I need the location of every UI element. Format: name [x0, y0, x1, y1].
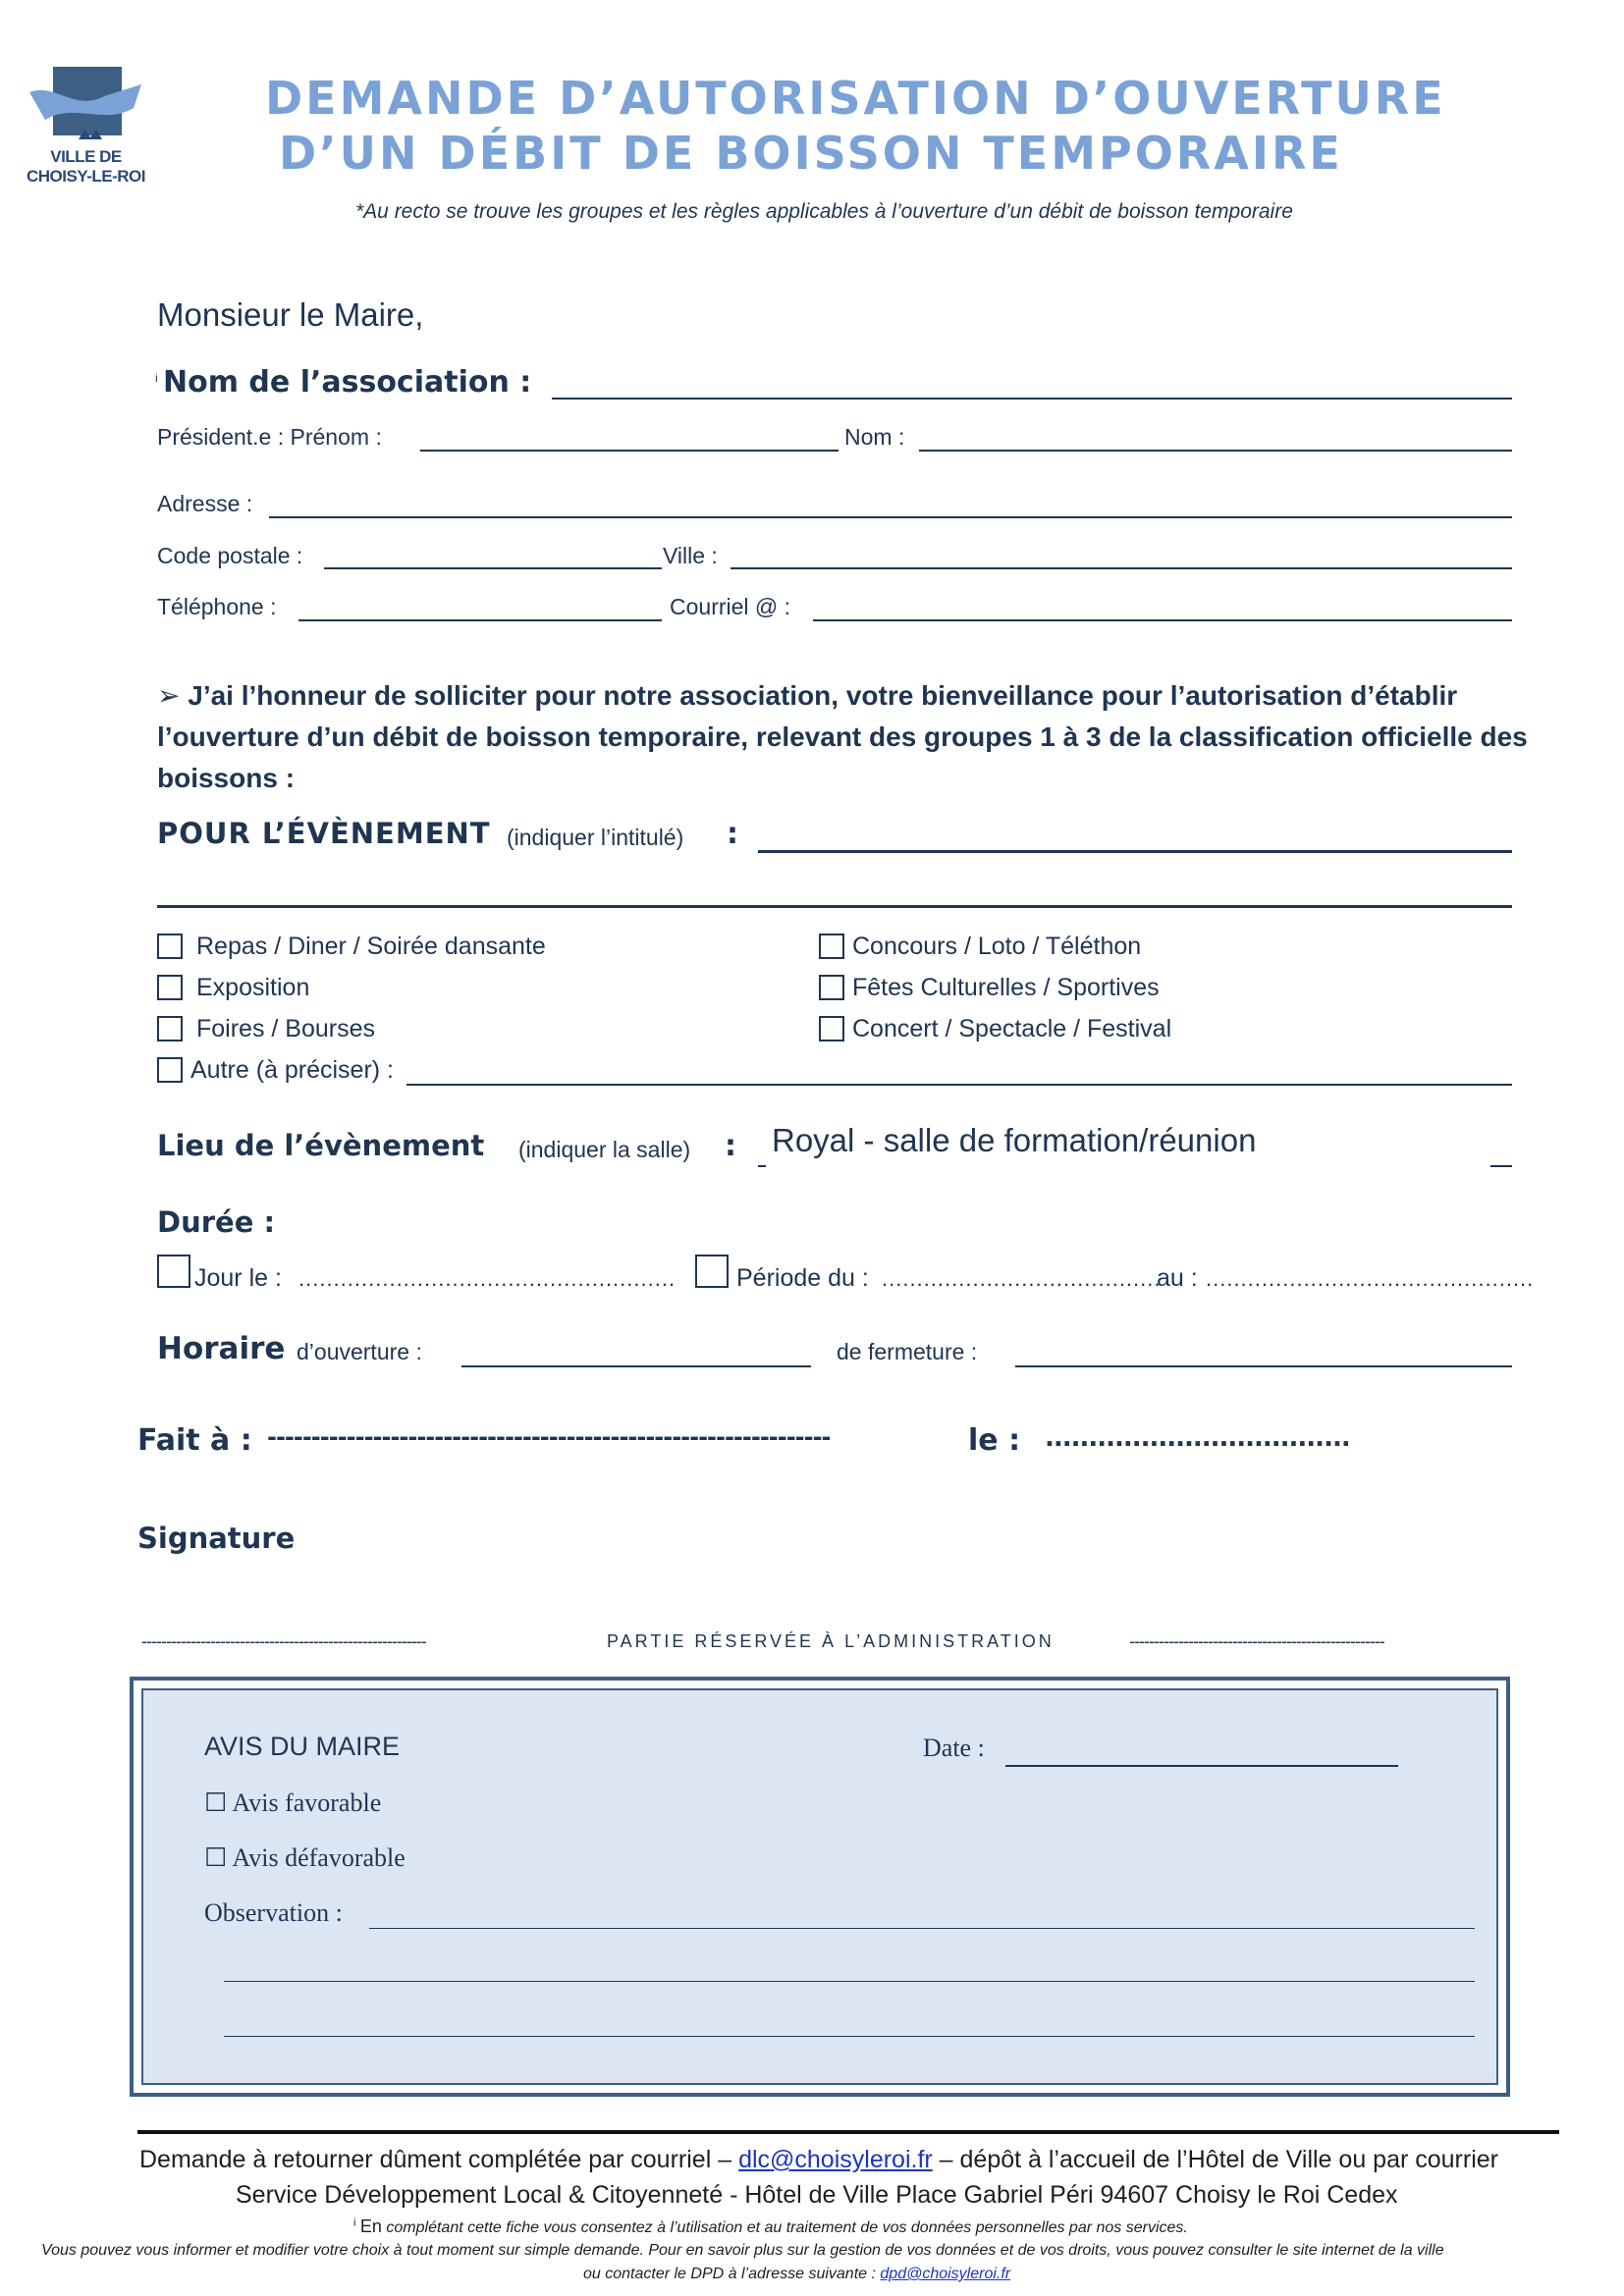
footer-dpd-link[interactable]: dpd@choisyleroi.fr	[880, 2266, 1011, 2282]
footer-line2: Service Développement Local & Citoyenneté - Hôtel de Ville Place Gabriel Péri 94607 Choisy le Roi Cedex	[236, 2181, 1398, 2209]
observation-label: Observation :	[204, 1898, 343, 1927]
location-colon: :	[725, 1129, 736, 1163]
event-title-field-line2[interactable]	[157, 905, 1512, 908]
president-label: Président.e : Prénom :	[157, 424, 382, 450]
salutation: Monsieur le Maire,	[157, 296, 424, 333]
option-autre: Autre (à préciser) :	[190, 1056, 395, 1084]
fait-label: Fait à :	[137, 1423, 252, 1458]
footer-line1: Demande à retourner dûment complétée par courriel – dlc@choisyleroi.fr – dépôt à l’accueil de l’Hôtel de Ville ou par courrier	[139, 2146, 1498, 2173]
option-foires: Foires / Bourses	[196, 1015, 376, 1042]
footer-note2: Vous pouvez vous informer et modifier votre choix à tout moment sur simple demande. Pour en savoir plus sur la gestion de vos données et de vos droits, vous pouvez consulter le site internet de la ville	[41, 2242, 1444, 2259]
option-concours: Concours / Loto / Téléthon	[852, 933, 1142, 960]
location-hint: (indiquer la salle)	[518, 1137, 691, 1162]
avis-title: AVIS DU MAIRE	[204, 1732, 401, 1761]
adresse-field[interactable]	[269, 516, 1512, 518]
duration-label: Durée :	[157, 1205, 276, 1239]
opening-label: d’ouverture :	[297, 1339, 422, 1364]
jour-label: Jour le :	[194, 1264, 282, 1292]
event-hint: (indiquer l’intitulé)	[507, 825, 684, 850]
location-label: Lieu de l’évènement	[157, 1129, 485, 1162]
checkbox-favorable-icon[interactable]: ☐	[204, 1789, 228, 1817]
code-postal-label: Code postale :	[157, 543, 303, 568]
le-label: le :	[968, 1423, 1021, 1458]
admin-section-label: PARTIE RÉSERVÉE À L’ADMINISTRATION	[607, 1631, 1055, 1651]
periode-to-field[interactable]: ...............................................	[1206, 1266, 1535, 1291]
periode-label: Période du :	[736, 1264, 869, 1292]
jour-field[interactable]: ......................................................	[298, 1266, 677, 1291]
nom-label: Nom :	[844, 424, 905, 450]
checkbox-exposition[interactable]	[157, 975, 183, 1000]
courriel-field[interactable]	[813, 619, 1512, 621]
association-label: Nom de l’association :	[163, 365, 532, 400]
footer-note3: ou contacter le DPD à l’adresse suivante : dpd@choisyleroi.fr	[583, 2266, 1011, 2282]
checkbox-repas[interactable]	[157, 934, 183, 959]
admin-right-dashes: ----------------------------------------------------	[1129, 1631, 1384, 1651]
checkbox-concours[interactable]	[819, 934, 844, 959]
location-line-end	[1490, 1165, 1512, 1167]
observation-field-1[interactable]	[369, 1928, 1475, 1929]
signature-label: Signature	[137, 1522, 296, 1555]
event-colon: :	[727, 817, 738, 851]
footer-email-link[interactable]: dlc@choisyleroi.fr	[738, 2146, 933, 2173]
admin-box-inner	[141, 1688, 1498, 2085]
checkbox-fetes[interactable]	[819, 975, 844, 1000]
avis-defavorable[interactable]: ☐ Avis défavorable	[204, 1843, 406, 1872]
checkbox-defavorable-icon[interactable]: ☐	[204, 1843, 228, 1872]
code-postal-field[interactable]	[324, 567, 662, 569]
request-paragraph: ➢ J’ai l’honneur de solliciter pour notre association, votre bienveillance pour l’autorisation d’établir l’ouverture d’un débit de boisson temporaire, relevant des groupes 1 à 3 de la classification officielle des boissons :	[157, 680, 1528, 793]
hours-label: Horaire	[157, 1331, 286, 1366]
location-value[interactable]: Royal - salle de formation/réunion	[772, 1122, 1257, 1158]
option-repas: Repas / Diner / Soirée dansante	[196, 933, 546, 960]
footnote-marker: i	[155, 371, 158, 385]
arrow-icon: ➢	[157, 680, 181, 711]
le-field[interactable]: ...................................	[1045, 1423, 1350, 1453]
opening-field[interactable]	[461, 1365, 811, 1367]
option-concert: Concert / Spectacle / Festival	[852, 1015, 1172, 1042]
avis-favorable[interactable]: ☐ Avis favorable	[204, 1789, 382, 1817]
location-line-start	[758, 1165, 766, 1167]
adresse-label: Adresse :	[157, 491, 253, 516]
telephone-field[interactable]	[298, 619, 662, 621]
observation-field-2[interactable]	[224, 1981, 1475, 1982]
admin-left-dashes: ----------------------------------------------------------	[141, 1631, 426, 1651]
admin-box	[130, 1677, 1510, 2097]
checkbox-jour[interactable]	[157, 1255, 190, 1288]
closing-field[interactable]	[1015, 1365, 1512, 1367]
autre-field[interactable]	[406, 1084, 1512, 1086]
au-label: au :	[1157, 1264, 1198, 1292]
checkbox-periode[interactable]	[695, 1255, 729, 1288]
checkbox-foires[interactable]	[157, 1016, 183, 1041]
date-field[interactable]	[1005, 1765, 1398, 1767]
checkbox-concert[interactable]	[819, 1016, 844, 1041]
checkbox-autre[interactable]	[157, 1057, 183, 1083]
closing-label: de fermeture :	[837, 1339, 978, 1364]
observation-field-3[interactable]	[224, 2036, 1475, 2037]
association-field[interactable]	[552, 398, 1512, 400]
subtitle: *Au recto se trouve les groupes et les règles applicables à l’ouverture d’un débit de boisson temporaire	[355, 200, 1293, 223]
option-fetes: Fêtes Culturelles / Sportives	[852, 974, 1160, 1001]
fait-field[interactable]: ----------------------------------------------------------------	[267, 1423, 831, 1451]
president-firstname-field[interactable]	[420, 450, 839, 452]
president-lastname-field[interactable]	[919, 450, 1512, 452]
footer-divider	[137, 2130, 1559, 2134]
event-title-field[interactable]	[758, 850, 1512, 853]
option-exposition: Exposition	[196, 974, 310, 1001]
page-title: DEMANDE D’AUTORISATION D’OUVERTURE D’UN DÉBIT DE BOISSON TEMPORAIRE	[265, 72, 1446, 180]
courriel-label: Courriel @ :	[670, 594, 791, 619]
ville-label: Ville :	[663, 543, 718, 568]
logo-text: VILLE DE CHOISY-LE-ROI	[26, 147, 145, 186]
footer-note1: $^i$ En complétant cette fiche vous consentez à l’utilisation et au traitement de vos données personnelles par nos services.	[353, 2216, 1188, 2236]
telephone-label: Téléphone :	[157, 594, 277, 619]
periode-from-field[interactable]: ........................................	[882, 1266, 1162, 1291]
date-label: Date :	[923, 1734, 985, 1762]
ville-field[interactable]	[731, 567, 1512, 569]
event-label: POUR L’ÉVÈNEMENT	[157, 817, 491, 850]
